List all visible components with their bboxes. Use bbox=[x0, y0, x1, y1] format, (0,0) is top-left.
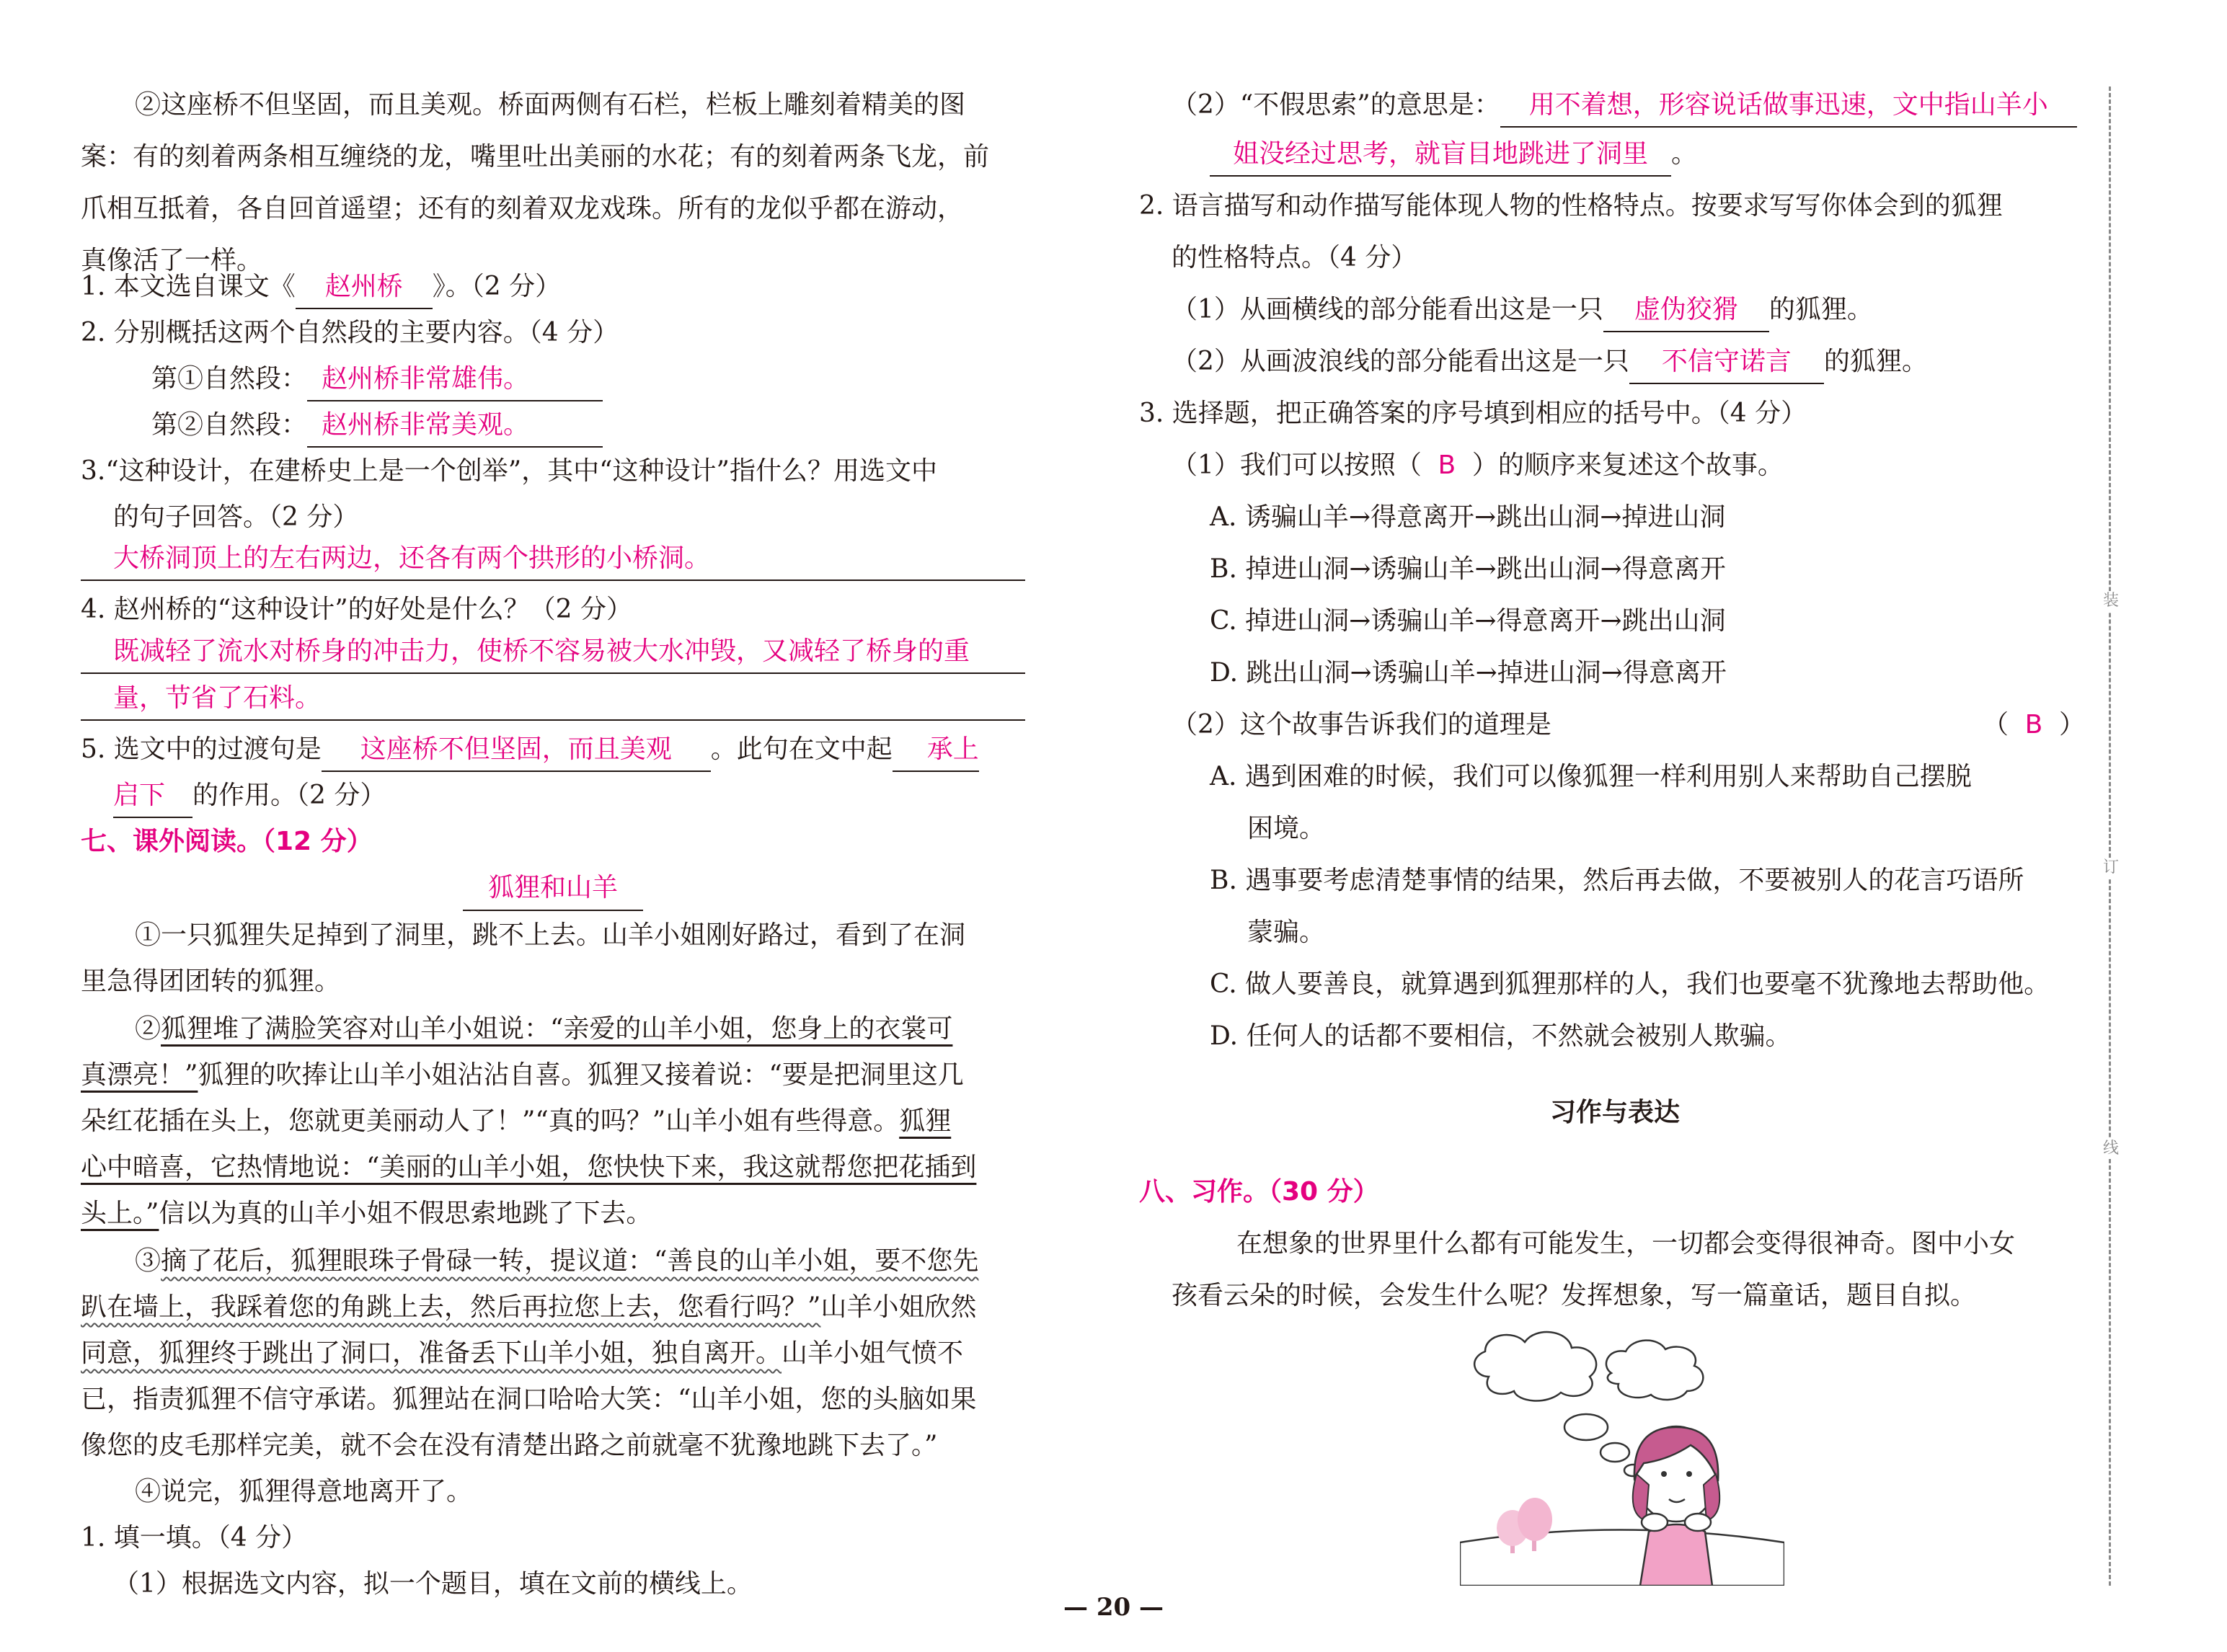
question-5-cont bbox=[81, 770, 1025, 822]
question-text: 》。（2 分） bbox=[432, 272, 562, 301]
passage-line: 案：有的刻着两条相互缠绕的龙，嘴里吐出美丽的水花；有的刻着两条飞龙，前 bbox=[81, 142, 990, 172]
answer-line: 既减轻了流水对桥身的冲击力，使桥不容易被大水冲毁，又减轻了桥身的重 bbox=[81, 631, 1025, 674]
question-text: 5. 选文中的过渡句是 bbox=[81, 734, 322, 764]
question-text: 1. 本文选自课文《 bbox=[81, 272, 296, 301]
follow-question-3-2 bbox=[1139, 699, 2091, 751]
paren-open: （ bbox=[1982, 710, 2009, 740]
story-text: ③ bbox=[135, 1246, 161, 1276]
story-text: ② bbox=[135, 1014, 161, 1044]
answer-blank: 不信守诺言 bbox=[1629, 341, 1824, 384]
question-text: （2）这个故事告诉我们的道理是 bbox=[1172, 710, 1551, 740]
paren-close: ） bbox=[2058, 710, 2085, 740]
story-line bbox=[81, 1235, 1025, 1287]
option-a: A. 诱骗山羊→得意离开→跳出山洞→掉进山洞 bbox=[1210, 502, 1726, 532]
passage-line: 真像活了一样。 bbox=[81, 246, 263, 275]
question-text: 。此句在文中起 bbox=[710, 734, 893, 764]
story-line bbox=[81, 1282, 1025, 1333]
section-heading: 习作与表达 bbox=[1549, 1098, 1680, 1127]
question-5 bbox=[81, 724, 1025, 776]
section-8-heading: 八、习作。（30 分） bbox=[1139, 1177, 1379, 1207]
story-line: 里急得团团转的狐狸。 bbox=[81, 967, 341, 996]
answer-blank: 这座桥不但坚固，而且美观 bbox=[322, 729, 711, 772]
story-line bbox=[81, 1049, 1025, 1101]
follow-question-1-1: （1）根据选文内容，拟一个题目，填在文前的横线上。 bbox=[113, 1569, 753, 1599]
answer-blank: 赵州桥非常雄伟。 bbox=[307, 358, 603, 401]
section-7-heading: 七、课外阅读。（12 分） bbox=[81, 827, 373, 856]
follow-question-2: 2. 语言描写和动作描写能体现人物的性格特点。按要求写写你体会到的狐狸 bbox=[1139, 191, 2003, 221]
question-text: ）的顺序来复述这个故事。 bbox=[1471, 450, 1784, 480]
question-text: 第②自然段： bbox=[151, 410, 308, 440]
option-a-cont: 困境。 bbox=[1247, 814, 1326, 843]
underlined-text: 狐狸堆了满脸笑容对山羊小姐说：“亲爱的山羊小姐，您身上的衣裳可 bbox=[161, 1014, 953, 1044]
wavy-underlined-text: 摘了花后，狐狸眼珠子骨碌一转，提议道：“善良的山羊小姐，要不您先 bbox=[161, 1246, 979, 1276]
question-2b bbox=[81, 399, 1025, 451]
story-text: 信以为真的山羊小姐不假思索地跳了下去。 bbox=[159, 1199, 652, 1228]
story-text: “真的吗？”山羊小姐有些得意。 bbox=[535, 1106, 900, 1136]
story-text: 山羊小姐气愤不 bbox=[782, 1338, 964, 1368]
follow-question-1-2-cont bbox=[1139, 128, 2091, 180]
follow-question-3-1 bbox=[1139, 440, 2091, 492]
answer-choice: B bbox=[1438, 450, 1456, 480]
question-1 bbox=[81, 261, 1025, 313]
option-c: C. 掉进山洞→诱骗山羊→得意离开→跳出山洞 bbox=[1210, 606, 1726, 636]
follow-question-3: 3. 选择题，把正确答案的序号填到相应的括号中。（4 分） bbox=[1139, 399, 1807, 428]
question-4: 4. 赵州桥的“这种设计”的好处是什么？（2 分） bbox=[81, 595, 632, 624]
binding-line bbox=[2109, 86, 2111, 1586]
gutter-char: 订 bbox=[2103, 858, 2120, 876]
question-text: 。 bbox=[1671, 139, 1698, 169]
option-d: D. 跳出山洞→诱骗山羊→掉进山洞→得意离开 bbox=[1210, 658, 1727, 688]
answer-line: 大桥洞顶上的左右两边，还各有两个拱形的小桥洞。 bbox=[81, 538, 1025, 581]
underlined-text: 头上。” bbox=[81, 1199, 159, 1228]
girl-figure bbox=[1633, 1426, 1719, 1586]
story-line: 像您的皮毛那样完美，就不会在没有清楚出路之前就毫不犹豫地跳下去了。” bbox=[81, 1431, 938, 1460]
story-line: ①一只狐狸失足掉到了洞里，跳不上去。山羊小姐刚好路过，看到了在洞 bbox=[135, 920, 966, 950]
passage-line: 爪相互抵着，各自回首遥望；还有的刻着双龙戏珠。所有的龙似乎都在游动， bbox=[81, 194, 964, 223]
question-3: 3.“这种设计，在建桥史上是一个创举”，其中“这种设计”指什么？用选文中 bbox=[81, 456, 937, 486]
gutter-char: 线 bbox=[2103, 1140, 2120, 1158]
story-line-underlined: 心中暗喜，它热情地说：“美丽的山羊小姐，您快快下来，我这就帮您把花插到 bbox=[81, 1153, 977, 1182]
story-text: 朵红花插在头上，您就更美丽动人了！” bbox=[81, 1106, 536, 1136]
option-b-cont: 蒙骗。 bbox=[1247, 918, 1326, 947]
answer-blank: 承上 bbox=[893, 729, 979, 772]
follow-question-2-1 bbox=[1139, 284, 2091, 336]
wavy-underlined-text: 趴在墙上，我踩着您的角跳上去，然后再拉您上去，您看行吗？” bbox=[81, 1292, 821, 1322]
question-text: 的狐狸。 bbox=[1768, 295, 1873, 324]
answer-blank: 用不着想，形容说话做事迅速，文中指山羊小 bbox=[1500, 84, 2077, 128]
answer-paren bbox=[1983, 699, 2085, 751]
option-b: B. 掉进山洞→诱骗山羊→跳出山洞→得意离开 bbox=[1210, 554, 1726, 584]
follow-question-2-2 bbox=[1139, 336, 2091, 388]
answer-line: 量，节省了石料。 bbox=[81, 678, 1025, 721]
writing-prompt: 在想象的世界里什么都有可能发生，一切都会变得很神奇。图中小女 bbox=[1236, 1229, 2016, 1258]
story-line: ④说完，狐狸得意地离开了。 bbox=[135, 1477, 473, 1506]
question-2a bbox=[81, 353, 1025, 405]
option-d: D. 任何人的话都不要相信，不然就会被别人欺骗。 bbox=[1210, 1021, 1792, 1051]
girl-cloud-illustration bbox=[1460, 1326, 1784, 1586]
story-text: 山羊小姐欣然 bbox=[820, 1292, 977, 1322]
answer-blank: 姐没经过思考，就盲目地跳进了洞里 bbox=[1210, 133, 1671, 177]
wavy-underlined-text: 同意，狐狸终于跳出了洞口，准备丢下山羊小姐，独自离开。 bbox=[81, 1338, 782, 1368]
follow-question-1: 1. 填一填。（4 分） bbox=[81, 1523, 308, 1553]
question-text: 第①自然段： bbox=[151, 364, 308, 394]
question-text: 的作用。（2 分） bbox=[192, 781, 386, 810]
answer-blank: 虚伪狡猾 bbox=[1603, 289, 1769, 332]
follow-question-2-cont: 的性格特点。（4 分） bbox=[1172, 243, 1417, 272]
story-line bbox=[81, 1188, 1025, 1240]
question-text: 的狐狸。 bbox=[1823, 347, 1928, 376]
question-2: 2. 分别概括这两个自然段的主要内容。（4 分） bbox=[81, 318, 619, 347]
question-text: （2）“不假思索”的意思是： bbox=[1172, 90, 1500, 120]
underlined-text: 真漂亮！” bbox=[81, 1060, 198, 1090]
answer-blank: 赵州桥非常美观。 bbox=[307, 404, 603, 448]
story-line bbox=[81, 1003, 1025, 1055]
story-text: 狐狸的吹捧让山羊小姐沾沾自喜。狐狸又接着说：“要是把洞里这几 bbox=[198, 1060, 964, 1090]
story-line bbox=[81, 1096, 1025, 1147]
story-line: 已，指责狐狸不信守承诺。狐狸站在洞口哈哈大笑：“山羊小姐，您的头脑如果 bbox=[81, 1385, 977, 1414]
story-title: 狐狸和山羊 bbox=[463, 866, 643, 911]
question-text: （2）从画波浪线的部分能看出这是一只 bbox=[1172, 347, 1629, 376]
answer-blank: 启下 bbox=[113, 775, 192, 818]
question-text: （1）我们可以按照（ bbox=[1172, 450, 1422, 480]
gutter-char: 装 bbox=[2103, 592, 2120, 610]
left-column bbox=[81, 0, 1025, 1599]
answer-blank: 赵州桥 bbox=[296, 266, 433, 309]
option-a: A. 遇到困难的时候，我们可以像狐狸一样利用别人来帮助自己摆脱 bbox=[1210, 762, 1972, 791]
option-c: C. 做人要善良，就算遇到狐狸那样的人，我们也要毫不犹豫地去帮助他。 bbox=[1210, 969, 2050, 999]
answer-choice: B bbox=[2024, 710, 2043, 740]
story-title-line bbox=[81, 862, 1025, 914]
page-number: — 20 — bbox=[1063, 1593, 1164, 1622]
underlined-text: 狐狸 bbox=[899, 1106, 952, 1136]
story-line bbox=[81, 1328, 1025, 1380]
follow-question-1-2 bbox=[1139, 79, 2091, 131]
option-b: B. 遇事要考虑清楚事情的结果，然后再去做，不要被别人的花言巧语所 bbox=[1210, 866, 2024, 895]
question-text: （1）从画横线的部分能看出这是一只 bbox=[1172, 295, 1603, 324]
question-3-cont: 的句子回答。（2 分） bbox=[113, 502, 359, 532]
passage-line: ②这座桥不但坚固，而且美观。桥面两侧有石栏，栏板上雕刻着精美的图 bbox=[135, 90, 966, 120]
writing-prompt-cont: 孩看云朵的时候，会发生什么呢？发挥想象，写一篇童话，题目自拟。 bbox=[1172, 1281, 1977, 1310]
